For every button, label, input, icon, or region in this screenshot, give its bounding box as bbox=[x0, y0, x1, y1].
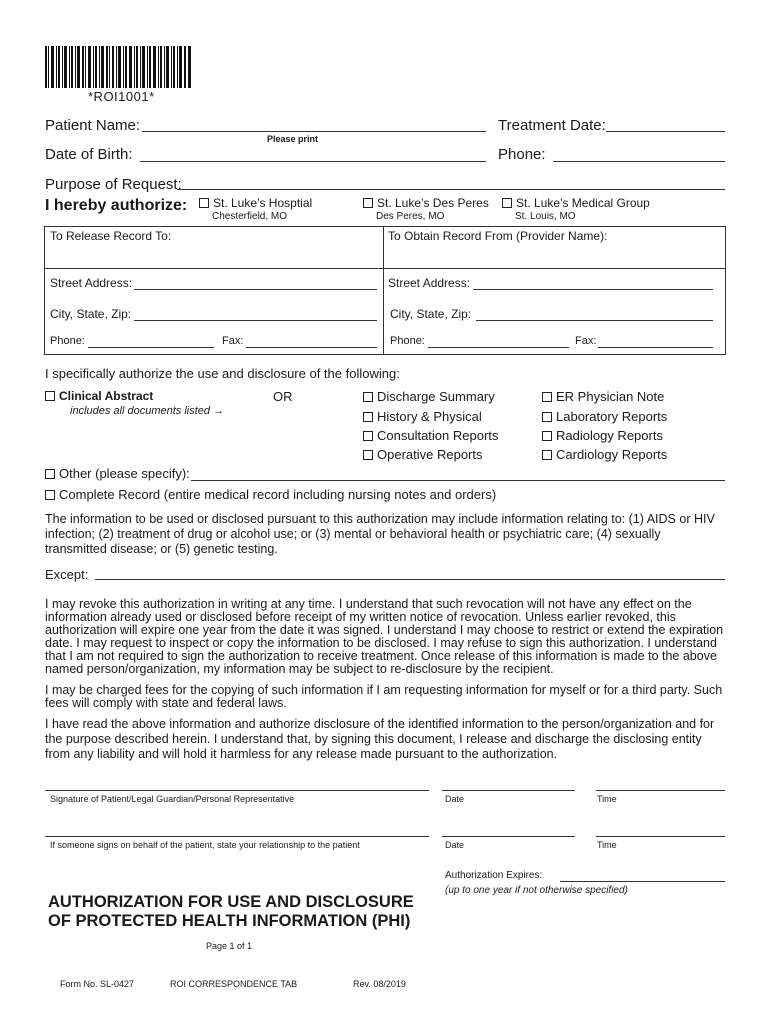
option-er-physician-note[interactable] bbox=[542, 389, 664, 404]
purpose-label: Purpose of Request: bbox=[45, 176, 182, 193]
please-print-note: Please print bbox=[267, 134, 319, 144]
form-title-line-1: AUTHORIZATION FOR USE AND DISCLOSURE bbox=[48, 893, 414, 911]
checkbox[interactable] bbox=[542, 412, 552, 422]
release-street-label: Street Address: bbox=[50, 276, 133, 290]
clinical-abstract-label: Clinical Abstract bbox=[59, 389, 154, 403]
relationship-field[interactable] bbox=[45, 836, 429, 837]
checkbox[interactable] bbox=[363, 412, 373, 422]
release-phone-label: Phone: bbox=[50, 335, 85, 347]
checkbox[interactable] bbox=[363, 450, 373, 460]
facility-location: St. Louis, MO bbox=[515, 211, 576, 222]
facility-location: Chesterfield, MO bbox=[212, 211, 288, 222]
option-history-physical[interactable] bbox=[363, 409, 482, 424]
facility-location: Des Peres, MO bbox=[376, 211, 445, 222]
expires-label: Authorization Expires: bbox=[445, 870, 543, 881]
option-radiology-reports[interactable] bbox=[542, 428, 663, 443]
signature-field[interactable] bbox=[45, 790, 429, 791]
sensitive-info-paragraph: The information to be used or disclosed pursuant to this authorization may include information relating to: (1) AIDS or HIV infection; (2) treatment of drug or alcohol use; or (3) mental or behavioral health or psychiatric care; (4) sexually transmitted disease; or (5) genetic testing. bbox=[45, 512, 715, 556]
acknowledgement-paragraph: I have read the above information and authorize disclosure of the identified information to the person/organization and for the purpose described herein. I understand that, by signing this document, I release and discharge the disclosing entity from any liability and will hold it harmless for any release made pursuant to the authorization. bbox=[45, 717, 715, 761]
expires-field[interactable] bbox=[560, 881, 725, 882]
release-to-label: To Release Record To: bbox=[50, 229, 172, 243]
phone-field[interactable] bbox=[553, 161, 725, 162]
checkbox[interactable] bbox=[45, 490, 55, 500]
facility-hospital[interactable] bbox=[199, 196, 312, 210]
checkbox[interactable] bbox=[363, 392, 373, 402]
obtain-from-label: To Obtain Record From (Provider Name): bbox=[388, 229, 608, 243]
obtain-street-label: Street Address: bbox=[388, 276, 471, 290]
option-label: Consultation Reports bbox=[377, 428, 499, 443]
signature-label: Signature of Patient/Legal Guardian/Personal Representative bbox=[50, 794, 295, 804]
relationship-time-label: Time bbox=[597, 840, 617, 850]
release-city-label: City, State, Zip: bbox=[50, 307, 132, 321]
disclosure-intro: I specifically authorize the use and disclosure of the following: bbox=[45, 366, 400, 381]
obtain-street-field[interactable] bbox=[473, 289, 713, 290]
obtain-fax-label: Fax: bbox=[575, 335, 597, 347]
or-text: OR bbox=[273, 389, 293, 404]
barcode-image bbox=[45, 46, 191, 88]
facility-name: St. Luke’s Des Peres bbox=[377, 196, 489, 210]
relationship-date-label: Date bbox=[445, 840, 465, 850]
relationship-label: If someone signs on behalf of the patient, state your relationship to the patient bbox=[50, 840, 360, 850]
form-number: Form No. SL-0427 bbox=[60, 979, 135, 989]
option-label: Radiology Reports bbox=[556, 428, 663, 443]
option-label: History & Physical bbox=[377, 409, 482, 424]
release-phone-field[interactable] bbox=[88, 347, 214, 348]
signature-date-field[interactable] bbox=[442, 790, 575, 791]
option-operative-reports[interactable] bbox=[363, 447, 483, 462]
option-label: Other (please specify): bbox=[59, 466, 190, 481]
checkbox[interactable] bbox=[542, 392, 552, 402]
patient-name-field[interactable] bbox=[142, 131, 486, 132]
option-label: Operative Reports bbox=[377, 447, 483, 462]
purpose-field[interactable] bbox=[177, 189, 725, 190]
signature-time-field[interactable] bbox=[596, 790, 725, 791]
signature-date-label: Date bbox=[445, 794, 465, 804]
obtain-phone-field[interactable] bbox=[428, 347, 569, 348]
option-label: Cardiology Reports bbox=[556, 447, 668, 462]
option-label: Discharge Summary bbox=[377, 389, 495, 404]
barcode-text: *ROI1001* bbox=[88, 89, 155, 104]
clinical-abstract-note: includes all documents listed → bbox=[70, 405, 225, 417]
patient-name-label: Patient Name: bbox=[45, 117, 141, 134]
other-specify-field[interactable] bbox=[191, 480, 725, 481]
obtain-city-field[interactable] bbox=[476, 320, 713, 321]
checkbox[interactable] bbox=[45, 391, 55, 401]
obtain-phone-label: Phone: bbox=[390, 335, 425, 347]
dob-field[interactable] bbox=[140, 161, 486, 162]
revocation-paragraph: I may revoke this authorization in writing at any time. I understand that such revocation will not have any effect on the information already used or disclosed before receipt of my written notice of revocation. Unless earlier revoked, this authorization will expire one year from the date it was signed. I understand I may choose to restrict or extend the expiration date. I may request to inspect or copy the information to be disclosed. I may refuse to sign this authorization. I understand that I am not required to sign the authorization to receive treatment. Once release of this information is made to the above named person/organization, my information may be subject to re-disclosure by the recipient. bbox=[45, 597, 724, 676]
clinical-abstract-option[interactable] bbox=[45, 389, 153, 403]
obtain-fax-field[interactable] bbox=[598, 347, 713, 348]
release-fax-label: Fax: bbox=[222, 335, 244, 347]
checkbox[interactable] bbox=[199, 198, 209, 208]
option-other[interactable] bbox=[45, 466, 190, 481]
phone-label: Phone: bbox=[498, 146, 546, 163]
obtain-city-label: City, State, Zip: bbox=[390, 307, 472, 321]
option-laboratory-reports[interactable] bbox=[542, 409, 667, 424]
correspondence-tab: ROI CORRESPONDENCE TAB bbox=[170, 979, 298, 989]
authorize-label: I hereby authorize: bbox=[45, 197, 188, 214]
page-number: Page 1 of 1 bbox=[206, 941, 253, 951]
option-label: Laboratory Reports bbox=[556, 409, 668, 424]
relationship-date-field[interactable] bbox=[442, 836, 575, 837]
option-label: Complete Record (entire medical record including nursing notes and orders) bbox=[59, 487, 497, 502]
facility-name: St. Luke’s Medical Group bbox=[516, 196, 650, 210]
option-label: ER Physician Note bbox=[556, 389, 665, 404]
facility-des-peres[interactable] bbox=[363, 196, 489, 210]
checkbox[interactable] bbox=[363, 198, 373, 208]
facility-medical-group[interactable] bbox=[502, 196, 650, 210]
checkbox[interactable] bbox=[542, 450, 552, 460]
checkbox[interactable] bbox=[363, 431, 373, 441]
release-street-field[interactable] bbox=[134, 289, 377, 290]
release-fax-field[interactable] bbox=[246, 347, 377, 348]
form-title-line-2: OF PROTECTED HEALTH INFORMATION (PHI) bbox=[48, 912, 411, 930]
relationship-time-field[interactable] bbox=[596, 836, 725, 837]
expires-note: (up to one year if not otherwise specified) bbox=[445, 885, 628, 896]
checkbox[interactable] bbox=[45, 469, 55, 479]
option-discharge-summary[interactable] bbox=[363, 389, 495, 404]
fees-paragraph: I may be charged fees for the copying of such information if I am requesting information for myself or for a third party. Such fees will comply with state and federal laws. bbox=[45, 683, 723, 710]
release-city-field[interactable] bbox=[134, 320, 377, 321]
facility-name: St. Luke’s Hosptial bbox=[213, 196, 313, 210]
treatment-date-label: Treatment Date: bbox=[498, 117, 606, 134]
option-complete-record[interactable] bbox=[45, 487, 496, 502]
signature-time-label: Time bbox=[597, 794, 617, 804]
revision-date: Rev. 08/2019 bbox=[353, 979, 406, 989]
except-field[interactable] bbox=[95, 579, 725, 580]
dob-label: Date of Birth: bbox=[45, 146, 133, 163]
checkbox[interactable] bbox=[542, 431, 552, 441]
records-box bbox=[44, 226, 726, 355]
option-consultation-reports[interactable] bbox=[363, 428, 498, 443]
treatment-date-field[interactable] bbox=[606, 131, 725, 132]
except-label: Except: bbox=[45, 567, 89, 582]
checkbox[interactable] bbox=[502, 198, 512, 208]
option-cardiology-reports[interactable] bbox=[542, 447, 667, 462]
